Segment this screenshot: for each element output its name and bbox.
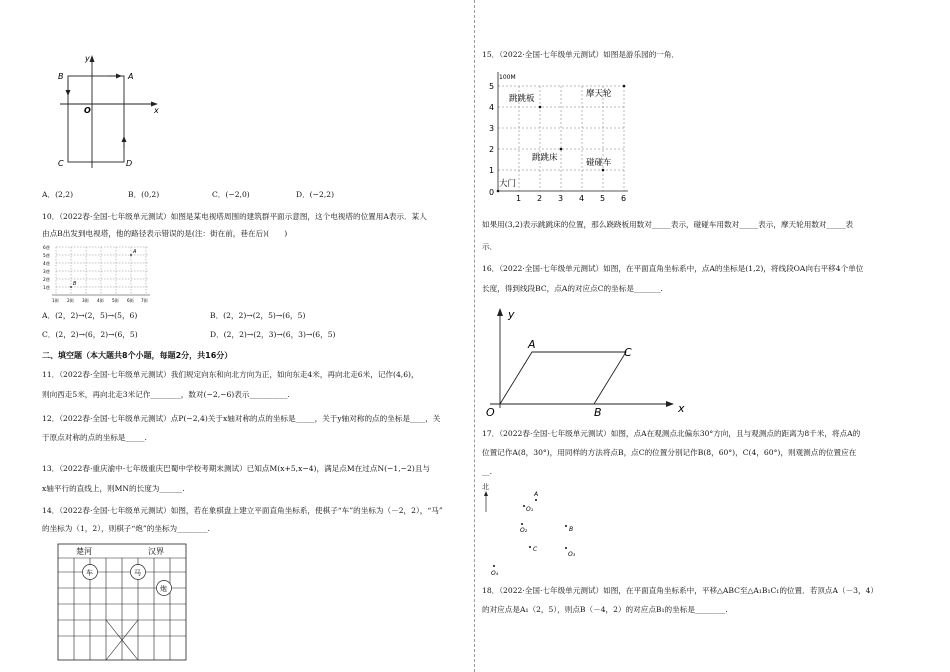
q10-option-d[interactable]: D．(2，2)→(2，3)→(6，3)→(6，5) <box>210 330 336 339</box>
q10-col-2: 2街 <box>67 298 74 303</box>
q15-point-pengpengche <box>602 169 605 172</box>
q10-option-c[interactable]: C．(2，2)→(6，2)→(6，5) <box>42 330 138 339</box>
q10-options-row-1 <box>42 310 305 322</box>
q9-fig-x: x <box>154 106 159 115</box>
q14-label-hanjie: 汉界 <box>148 547 164 556</box>
q14-che-label: 车 <box>86 569 93 577</box>
q10-line-2: 由点B出发到电视塔，他的路径表示错误的是(注：街在前，巷在后)( ) <box>42 229 288 238</box>
q9-options <box>42 189 334 201</box>
q11-line-1: 11．（2022春·全国·七年级单元测试）我们规定向东和向北方向为正，如向东走4米，再向北走6米，记作(4,6)， <box>42 370 419 379</box>
q10-line-1: 10．（2022春·全国·七年级单元测试）如图是某电视塔周围的建筑群平面示意图，这个电视塔的位置用A表示．某人 <box>42 212 427 221</box>
q12-line-1: 12．（2022春·全国·七年级单元测试）点P(−2,4)关于x轴对称的点的坐标是_____，关于y轴对称的点的坐标是____，关 <box>42 414 441 423</box>
q15-xtick-3: 3 <box>558 194 564 202</box>
q17-north-label: 北 <box>482 483 489 491</box>
q9-fig-y: y <box>85 54 90 63</box>
q10-row-3: 3巷 <box>43 269 50 274</box>
q9-fig-D: D <box>126 159 133 168</box>
q15-line-2: 如果用(3,2)表示跳跳床的位置，那么跷跷板用数对_____表示，碰碰车用数对_____表示，摩天轮用数对_____表 <box>482 220 854 229</box>
q17-label-b: B <box>569 526 574 533</box>
q10-col-4: 4街 <box>97 298 104 303</box>
q16-fig-C: C <box>624 346 632 359</box>
q15-ytick-5: 5 <box>489 82 495 91</box>
q15-xtick-6: 6 <box>621 194 627 202</box>
q17-label-o4: O₄ <box>491 570 499 577</box>
q16-fig-x: x <box>678 402 685 415</box>
q17-figure <box>482 480 586 580</box>
q14-line-1: 14．（2022春·全国·七年级单元测试）如图，若在象棋盘上建立平面直角坐标系，使棋子“车”的坐标为（－2，2），“马” <box>42 506 443 515</box>
q9-figure <box>54 50 164 172</box>
q18-line-1: 18．（2022·全国·七年级单元测试）如图，在平面直角坐标系中，平移△ABC至△A₁B₁C₁的位置．若顶点A（－3，4） <box>482 586 879 595</box>
q17-point-o1 <box>523 505 525 507</box>
q10-row-5: 5巷 <box>43 253 50 258</box>
q16-fig-B: B <box>594 406 602 418</box>
q10-row-1: 1巷 <box>43 285 50 290</box>
q15-point-motianlun <box>623 85 626 88</box>
q18-line-2: 的对应点是A₁（2，5），则点B（－4，2）的对应点B₁的坐标是________. <box>482 605 728 614</box>
q10-option-a[interactable]: A．(2，2)→(2，5)→(5，6) <box>42 311 138 320</box>
q16-line-1: 16．（2022·全国·七年级单元测试）如图，在平面直角坐标系中，点A的坐标是(1,2)，将线段OA向右平移4个单位 <box>482 264 864 273</box>
q14-pao-label: 炮 <box>160 585 167 593</box>
q13-line-1: 13．（2022春·重庆渝中·七年级重庆巴蜀中学校考期末测试）已知点M(x+5,x−4)，满足点M在过点N(−1,−2)且与 <box>42 464 431 473</box>
q15-scale: 100M <box>499 74 516 81</box>
q15-label-pengpengche: 碰碰车 <box>586 158 612 168</box>
q15-line-3: 示． <box>482 242 498 251</box>
q9-option-a[interactable]: A．(2,2) <box>42 190 74 199</box>
q15-label-tiaotiaochuang: 跳跳床 <box>532 153 558 163</box>
q14-line-2: 的坐标为（1，2），则棋子“炮”的坐标为________. <box>42 524 210 533</box>
q17-label-a: A <box>534 491 539 498</box>
q17-point-o3 <box>565 547 567 549</box>
q15-point-tiaotiaochuang <box>560 148 563 151</box>
q17-point-c <box>529 546 531 548</box>
q9-fig-A: A <box>128 72 134 81</box>
q16-fig-y: y <box>508 308 515 321</box>
q16-line-2: 长度，得到线段BC，点A的对应点C的坐标是_______. <box>482 284 663 293</box>
q9-option-b[interactable]: B．(0,2) <box>128 190 160 199</box>
q15-ytick-4: 4 <box>489 103 495 112</box>
q10-point-b <box>70 286 72 288</box>
q17-label-o1: O₁ <box>526 506 534 513</box>
q15-label-motianlun: 摩天轮 <box>586 89 612 99</box>
q15-point-damen <box>497 190 500 193</box>
q17-point-o2 <box>521 523 523 525</box>
q17-line-1: 17．（2022春·全国·七年级单元测试）如图，点A在观测点北偏东30°方向，且与观测点的距离为8千米，将点A的 <box>482 429 861 438</box>
q10-label-a: A <box>133 249 137 255</box>
q10-row-6: 6巷 <box>43 245 50 250</box>
q9-option-d[interactable]: D．(−2,2) <box>296 190 335 199</box>
q15-label-damen: 大门 <box>499 179 517 189</box>
q14-label-chuhe: 楚河 <box>76 547 92 556</box>
q10-col-7: 7街 <box>141 298 148 303</box>
q16-parallelogram-figure <box>482 304 694 418</box>
q17-label-c: C <box>533 546 538 553</box>
q17-line-3: __. <box>482 467 493 476</box>
q9-option-c[interactable]: C．(−2,0) <box>212 190 250 199</box>
q15-label-tiaotiaoban: 跳跳板 <box>509 94 535 104</box>
q10-row-4: 4巷 <box>43 261 50 266</box>
q14-ma-label: 马 <box>134 569 141 577</box>
q13-line-2: x轴平行的直线上，则MN的长度为______. <box>42 484 185 493</box>
q16-fig-A: A <box>528 338 536 351</box>
q12-line-2: 于原点对称的点的坐标是_____. <box>42 433 147 442</box>
q10-col-6: 6街 <box>127 298 134 303</box>
q15-line-1: 15．（2022·全国·七年级单元测试）如图是游乐园的一角． <box>482 50 680 59</box>
q17-point-a <box>535 499 537 501</box>
q17-line-2: 位置记作A(8，30°)，用同样的方法将点B，点C的位置分别记作B(8，60°)，C(4，60°)，则观测点的位置应在 <box>482 448 857 457</box>
q10-options-row-2 <box>42 329 336 341</box>
section-2-heading: 二、填空题（本大题共8个小题，每题2分，共16分） <box>42 351 233 360</box>
q15-park-figure <box>482 68 632 202</box>
q10-grid-figure <box>42 243 152 305</box>
q15-point-tiaotiaoban <box>539 106 542 109</box>
q10-point-a <box>130 254 132 256</box>
q17-point-b <box>565 525 567 527</box>
q15-ytick-2: 2 <box>489 145 495 154</box>
q10-col-5: 5街 <box>112 298 119 303</box>
q10-col-1: 1街 <box>52 298 59 303</box>
column-divider <box>474 0 475 672</box>
q10-col-3: 3街 <box>82 298 89 303</box>
q10-option-b[interactable]: B．(2，2)→(2，5)→(6，5) <box>210 311 306 320</box>
q17-label-o2: O₂ <box>520 527 528 534</box>
q9-fig-O: O <box>84 106 91 115</box>
q11-line-2: 则向西走5米，再向北走3米记作________，数对(−2,−6)表示__________. <box>42 390 290 399</box>
q15-origin: 0 <box>489 188 495 197</box>
q15-xtick-2: 2 <box>537 194 543 202</box>
q17-label-o3: O₃ <box>568 551 576 558</box>
q10-row-2: 2巷 <box>43 277 50 282</box>
q15-xtick-5: 5 <box>600 194 606 202</box>
q15-ytick-1: 1 <box>489 166 495 175</box>
q15-xtick-4: 4 <box>579 194 585 202</box>
q14-chessboard-figure <box>52 540 192 664</box>
q15-xtick-1: 1 <box>516 194 522 202</box>
q9-fig-C: C <box>58 159 64 168</box>
q15-ytick-3: 3 <box>489 124 495 133</box>
q10-label-b: B <box>73 281 77 287</box>
q17-point-o4 <box>493 565 495 567</box>
q9-fig-B: B <box>58 72 64 81</box>
q16-fig-O: O <box>486 406 495 418</box>
